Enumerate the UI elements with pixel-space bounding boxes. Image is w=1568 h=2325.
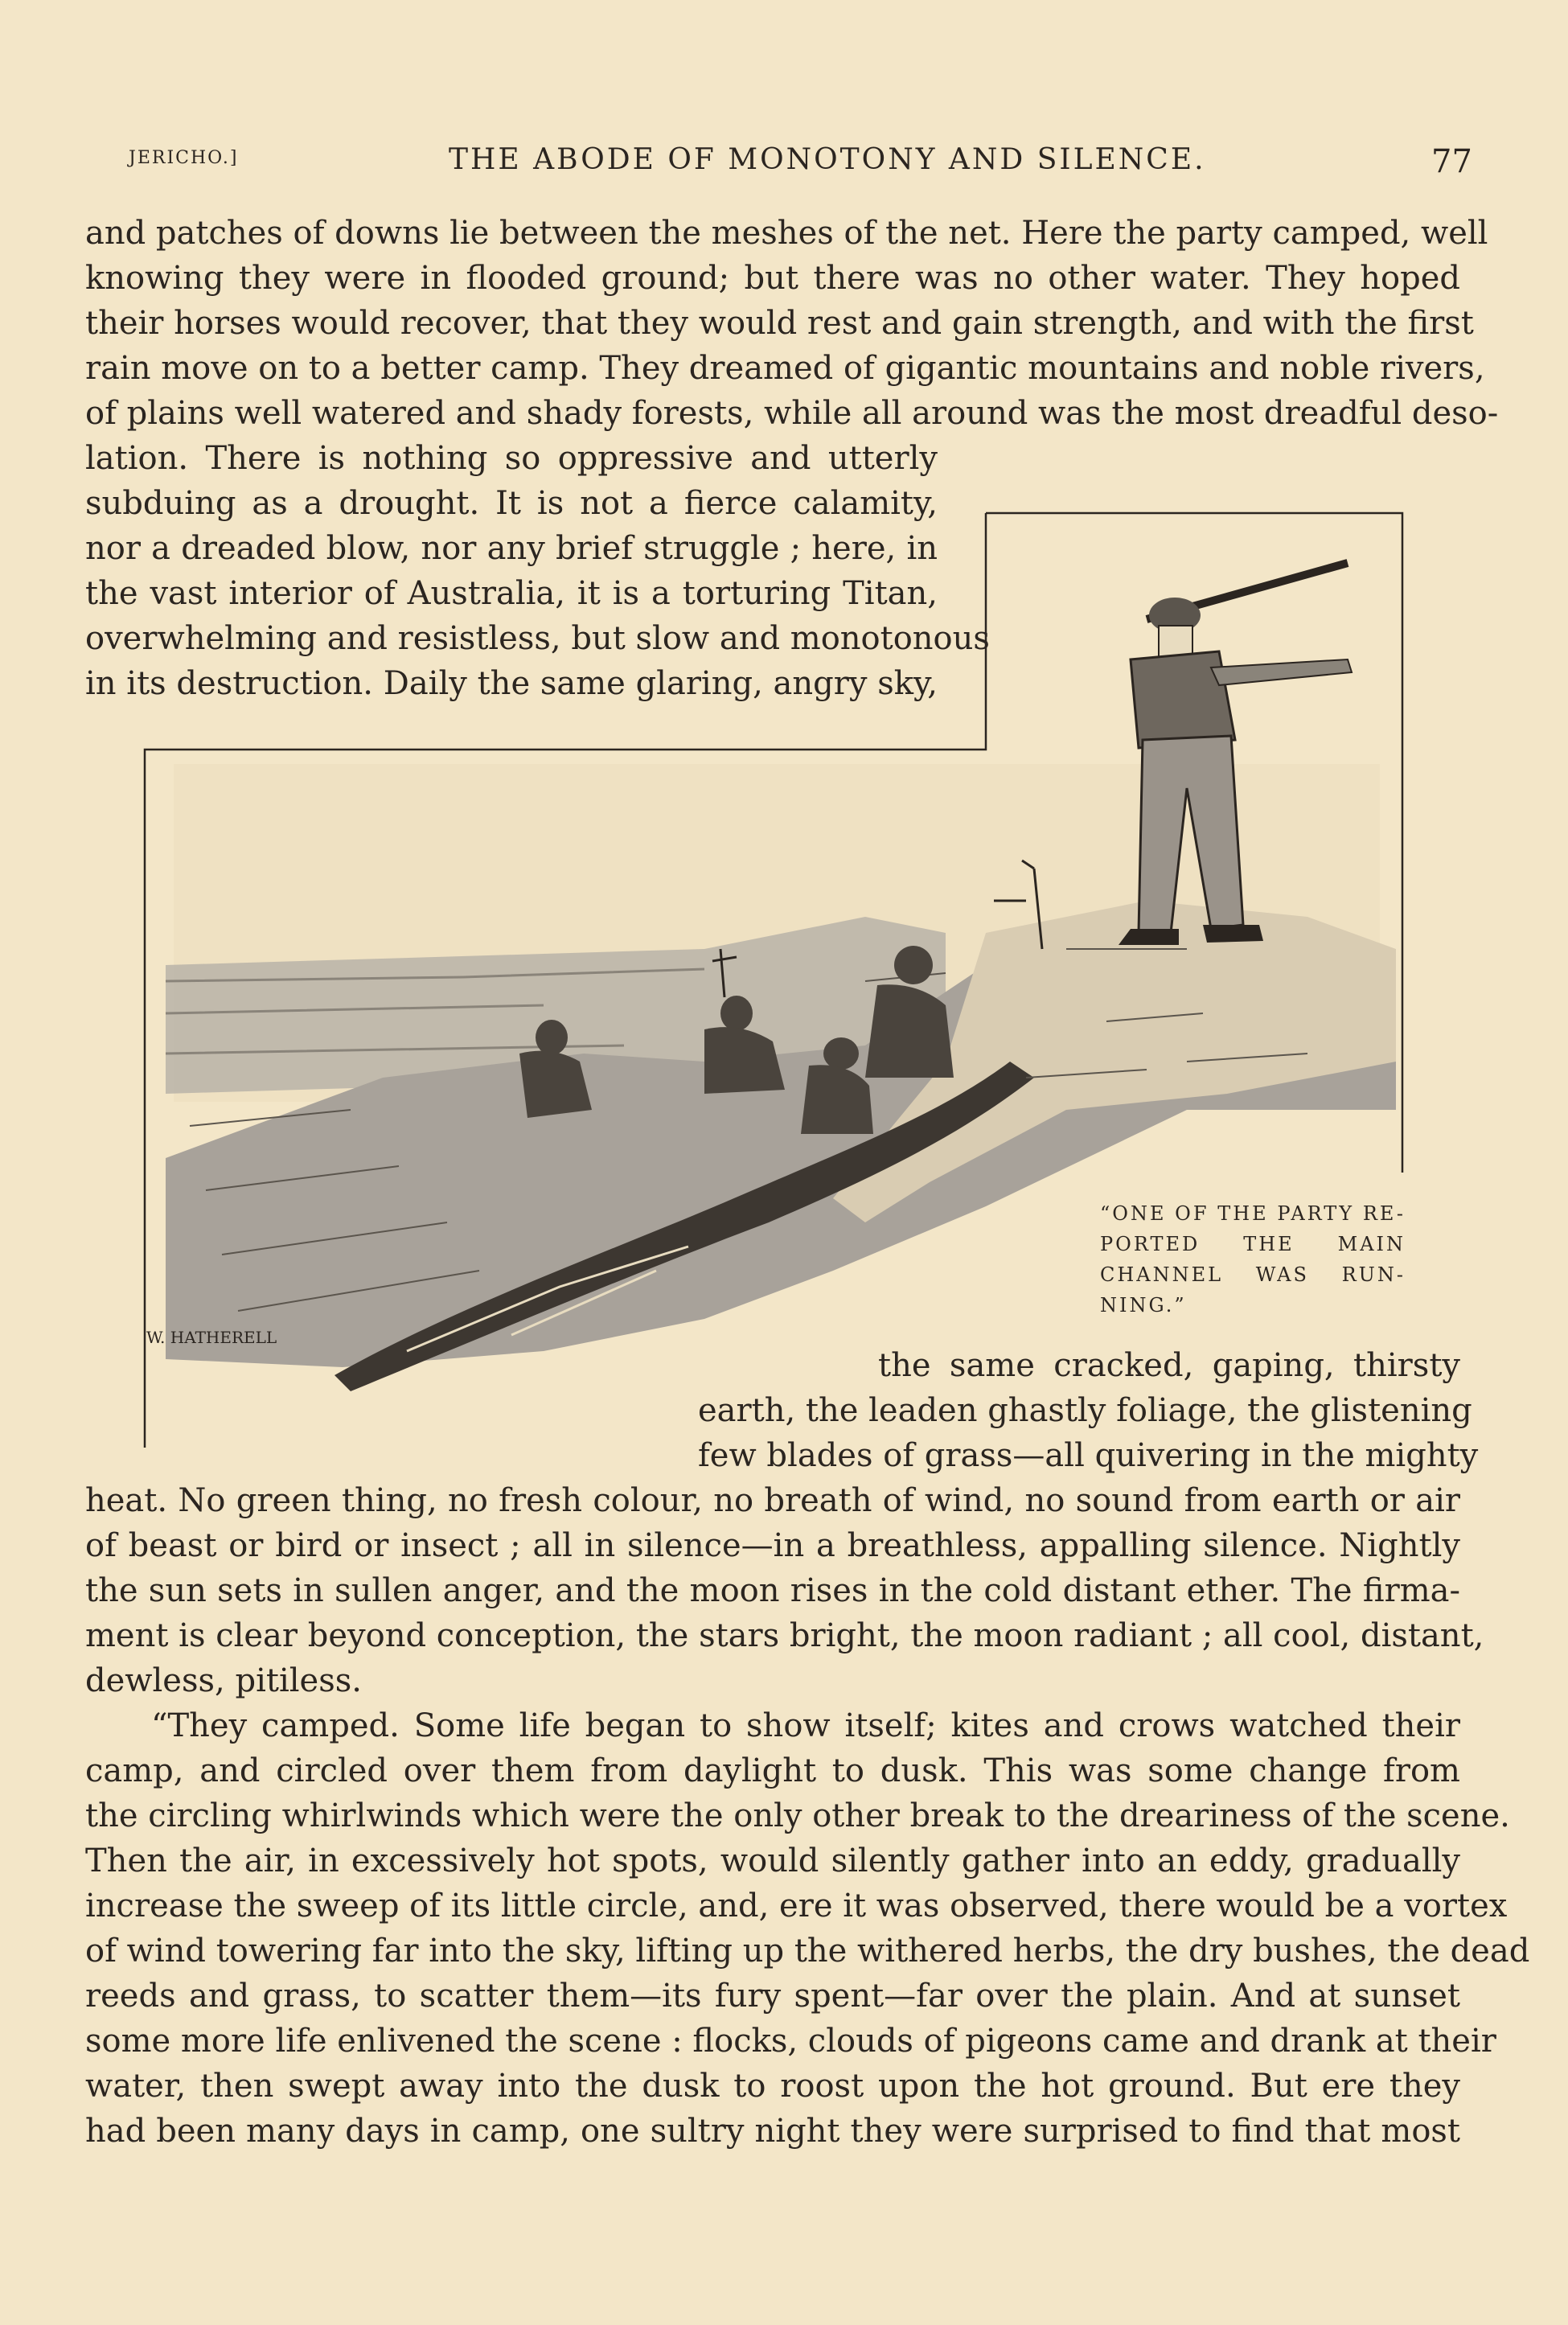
text-line: the vast interior of Australia, it is a torturing Titan, — [85, 575, 938, 612]
caption-line: “ONE OF THE PARTY RE- — [1100, 1202, 1406, 1225]
text-line: of beast or bird or insect ; all in silence—in a breathless, appalling silence. Nightly — [85, 1527, 1460, 1564]
text-line: overwhelming and resistless, but slow and monotonous — [85, 620, 990, 657]
illustration-caption — [1100, 1198, 1406, 1321]
text-line: lation. There is nothing so oppressive and utterly — [85, 440, 938, 477]
page-title: THE ABODE OF MONOTONY AND SILENCE. — [449, 143, 1206, 176]
running-header — [0, 143, 1568, 191]
text-line: of wind towering far into the sky, lifting up the withered herbs, the dry bushes, the dead — [85, 1933, 1530, 1970]
caption-line: NING.” — [1100, 1294, 1187, 1317]
text-line: of plains well watered and shady forests, while all around was the most dreadful deso- — [85, 395, 1499, 432]
text-line: the same cracked, gaping, thirsty — [878, 1347, 1460, 1384]
text-line: their horses would recover, that they would rest and gain strength, and with the first — [85, 305, 1474, 342]
text-line: and patches of downs lie between the meshes of the net. Here the party camped, well — [85, 215, 1488, 252]
text-line: nor a dreaded blow, nor any brief struggle ; here, in — [85, 530, 938, 567]
text-line: reeds and grass, to scatter them—its fury spent—far over the plain. And at sunset — [85, 1978, 1460, 2015]
text-line: subduing as a drought. It is not a fierce calamity, — [85, 485, 938, 522]
text-line: the circling whirlwinds which were the only other break to the dreariness of the scene. — [85, 1797, 1510, 1834]
text-line: had been many days in camp, one sultry night they were surprised to find that most — [85, 2113, 1460, 2150]
text-line: rain move on to a better camp. They dreamed of gigantic mountains and noble rivers, — [85, 350, 1485, 387]
text-line: some more life enlivened the scene : flocks, clouds of pigeons came and drank at their — [85, 2023, 1496, 2060]
page-number: 77 — [1431, 143, 1472, 180]
text-line: camp, and circled over them from daylight to dusk. This was some change from — [85, 1752, 1460, 1789]
artist-signature: W. HATHERELL — [146, 1328, 277, 1347]
text-line: the sun sets in sullen anger, and the moon rises in the cold distant ether. The firma- — [85, 1572, 1460, 1609]
text-line: ment is clear beyond conception, the stars bright, the moon radiant ; all cool, distant, — [85, 1617, 1484, 1654]
text-line: “They camped. Some life began to show itself; kites and crows watched their — [151, 1707, 1460, 1744]
text-line: in its destruction. Daily the same glaring, angry sky, — [85, 665, 938, 702]
caption-line: CHANNEL WAS RUN- — [1100, 1263, 1406, 1286]
text-line: Then the air, in excessively hot spots, would silently gather into an eddy, gradually — [85, 1842, 1460, 1879]
text-line: water, then swept away into the dusk to roost upon the hot ground. But ere they — [85, 2068, 1460, 2105]
caption-line: PORTED THE MAIN — [1100, 1233, 1406, 1255]
text-line: few blades of grass—all quivering in the mighty — [698, 1437, 1479, 1474]
text-line: heat. No green thing, no fresh colour, no breath of wind, no sound from earth or air — [85, 1482, 1460, 1519]
text-line: knowing they were in flooded ground; but there was no other water. They hoped — [85, 260, 1460, 297]
text-line: earth, the leaden ghastly foliage, the glistening — [698, 1392, 1472, 1429]
text-line: dewless, pitiless. — [85, 1662, 362, 1699]
text-line: increase the sweep of its little circle, and, ere it was observed, there would be a vortex — [85, 1888, 1508, 1924]
section-label: JERICHO.] — [129, 148, 239, 168]
